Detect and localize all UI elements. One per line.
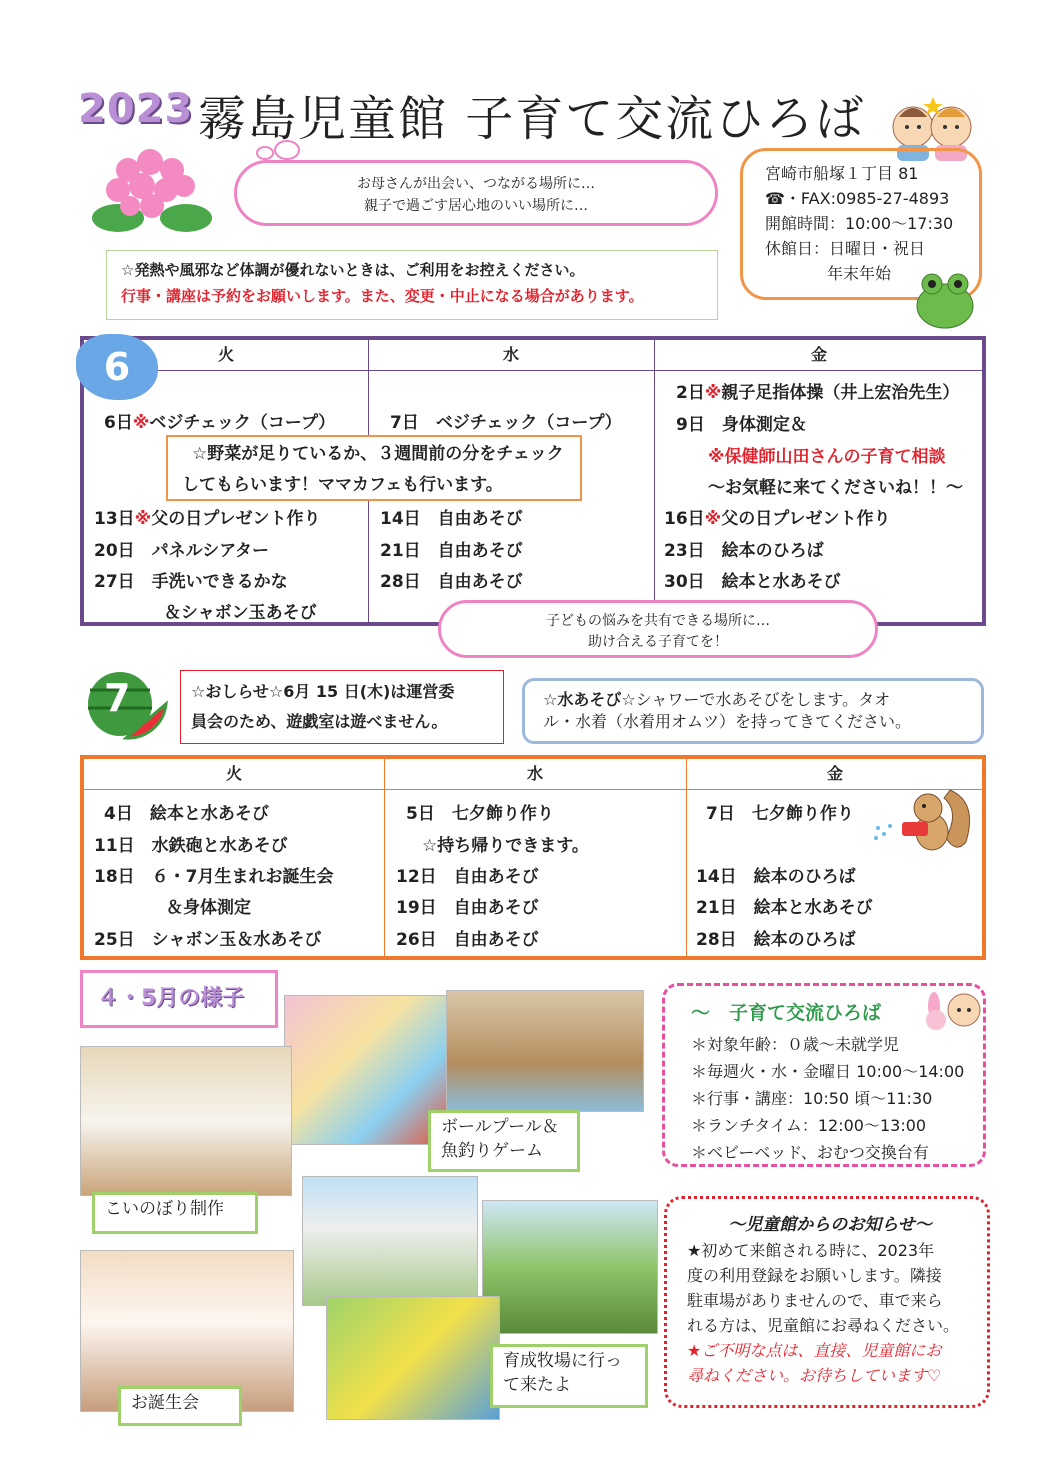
label-ball-line-1: ボールプール＆ [441, 1117, 559, 1137]
june-tue-6: 6日※ベジチェック（コープ） [104, 413, 336, 433]
hiroba-item: ＊対象年齢：０歳～未就学児 [691, 1035, 900, 1054]
june-month-number: 6 [103, 345, 131, 389]
july-tue-18: 18日 ６・7月生まれお誕生会 [94, 867, 334, 887]
july-fri-21: 21日 絵本と水あそび [696, 898, 873, 918]
july-calendar [80, 755, 986, 960]
label-koinobori: こいのぼり制作 [92, 1192, 258, 1234]
june-tue-20: 20日 パネルシアター [94, 541, 270, 561]
photo-ranch-2 [482, 1200, 658, 1334]
welcome-cloud [234, 160, 718, 226]
gallery-heading: ４・5月の様子 [80, 970, 278, 1028]
closed-days-2: 年末年始 [827, 264, 892, 283]
title-year: 2023 [78, 86, 194, 132]
july-wed-19: 19日 自由あそび [396, 898, 539, 918]
closure-line-1: ☆おしらせ☆6月 15 日(木)は運営委 [191, 682, 455, 701]
water-play-notice [522, 678, 984, 744]
june-header-tue: 火 [217, 345, 234, 364]
july-wed-5: 5日 七夕飾り作り [406, 804, 554, 824]
water-line-2: ル・水着（水着用オムツ）を持ってきてください。 [543, 712, 912, 731]
july-header-wed: 水 [526, 764, 543, 783]
june-header-wed: 水 [502, 345, 519, 364]
june-fri-30: 30日 絵本と水あそび [664, 572, 841, 592]
june-fri-23: 23日 絵本のひろば [664, 541, 824, 561]
july-wed-5b: ☆持ち帰りできます。 [422, 836, 589, 856]
hydrangea-illustration [88, 140, 218, 235]
label-birthday: お誕生会 [118, 1386, 242, 1426]
july-tue-11: 11日 水鉄砲と水あそび [94, 836, 288, 856]
photo-ranch-1 [302, 1176, 478, 1306]
photo-ball-pool [284, 995, 448, 1145]
hiroba-item: ＊ベビーベッド、おむつ交換台有 [691, 1143, 929, 1162]
closure-line-2: 員会のため、遊戯室は遊べません。 [191, 712, 448, 731]
callout-line-1: ☆野菜が足りているか、３週間前の分をチェック [192, 444, 564, 464]
june-wed-7: 7日 ベジチェック（コープ） [390, 413, 622, 433]
closed-days: 休館日：日曜日・祝日 [765, 239, 926, 258]
photo-playground [326, 1296, 500, 1420]
june-fri-16: 16日※父の日プレゼント作り [664, 509, 891, 529]
july-month-number: 7 [104, 676, 131, 720]
july-tue-4: 4日 絵本と水あそび [104, 804, 269, 824]
notice-line-2: 行事・講座は予約をお願いします。また、変更・中止になる場合があります。 [121, 287, 644, 305]
news-title: ～児童館からのお知らせ～ [728, 1215, 932, 1235]
news-box [664, 1196, 990, 1408]
address: 宮崎市船塚１丁目 81 [765, 164, 919, 183]
june-fri-9: 9日 身体測定＆ [676, 415, 807, 435]
label-ball-pool [428, 1110, 580, 1172]
june-header-fri: 金 [810, 345, 827, 364]
july-tue-18b: ＆身体測定 [166, 898, 251, 918]
sharing-cloud [438, 600, 878, 658]
closure-notice [180, 670, 504, 744]
notice-box [106, 250, 718, 320]
opening-hours: 開館時間：10:00～17:30 [765, 214, 954, 233]
june-month-badge [76, 334, 158, 400]
label-ranch-line-1: 育成牧場に行っ [503, 1351, 622, 1371]
baby-rabbit-illustration [920, 986, 984, 1034]
june-tue-27: 27日 手洗いできるかな [94, 572, 288, 592]
june-wed-21: 21日 自由あそび [380, 541, 523, 561]
july-fri-28: 28日 絵本のひろば [696, 930, 856, 950]
water-line-1: ☆水あそび☆シャワーで水あそびをします。タオ [543, 690, 891, 709]
frog-illustration [914, 268, 976, 330]
hiroba-title: ～ 子育て交流ひろば [691, 1002, 882, 1024]
july-fri-14: 14日 絵本のひろば [696, 867, 856, 887]
june-fri-9c: ～お気軽に来てくださいね！！～ [708, 478, 963, 498]
notice-line-1: ☆発熱や風邪など体調が優れないときは、ご利用をお控えください。 [121, 261, 585, 279]
news-line: 度の利用登録をお願いします。隣接 [687, 1266, 942, 1285]
news-red-line: 尋ねください。お待ちしています♡ [687, 1366, 942, 1385]
hiroba-item: ＊毎週火・水・金曜日 10:00～14:00 [691, 1062, 965, 1081]
welcome-line-1: お母さんが出会い、つながる場所に… [357, 176, 595, 192]
july-fri-7: 7日 七夕飾り作り [706, 804, 854, 824]
photo-koinobori [80, 1046, 292, 1196]
page-title: 霧島児童館 子育て交流ひろば [198, 91, 866, 147]
news-line: ★初めて来館される時に、2023年 [687, 1241, 935, 1260]
june-wed-14: 14日 自由あそび [380, 509, 523, 529]
june-tue-27b: ＆シャボン玉あそび [164, 603, 317, 623]
vege-check-callout [166, 435, 582, 501]
july-wed-12: 12日 自由あそび [396, 867, 539, 887]
news-line: 駐車場がありませんので、車で来ら [687, 1291, 943, 1310]
label-ranch [490, 1344, 648, 1408]
july-header-fri: 金 [826, 764, 843, 783]
july-header-tue: 火 [225, 764, 242, 783]
welcome-line-2: 親子で過ごす居心地のいい場所に… [364, 198, 588, 214]
july-tue-25: 25日 シャボン玉＆水あそび [94, 930, 322, 950]
hiroba-item: ＊行事・講座：10:50 頃～11:30 [691, 1089, 933, 1108]
photo-fishing-game [446, 990, 644, 1112]
june-fri-2: 2日※親子足指体操（井上宏治先生） [676, 383, 960, 403]
hiroba-item: ＊ランチタイム：12:00～13:00 [691, 1116, 927, 1135]
news-red-line: ★ご不明な点は、直接、児童館にお [687, 1341, 942, 1360]
news-line: れる方は、児童館にお尋ねください。 [687, 1316, 960, 1335]
july-wed-26: 26日 自由あそび [396, 930, 539, 950]
phone: ☎・FAX:0985-27-4893 [765, 189, 950, 208]
cloud-bubble [256, 146, 274, 160]
cloud-bubble [274, 140, 300, 160]
sharing-line-2: 助け合える子育てを！ [588, 634, 728, 650]
june-wed-28: 28日 自由あそび [380, 572, 523, 592]
squirrel-illustration [870, 782, 978, 858]
label-ranch-line-2: て来たよ [503, 1375, 571, 1395]
label-ball-line-2: 魚釣りゲーム [441, 1141, 543, 1161]
callout-line-2: してもらいます！ママカフェも行います。 [182, 475, 503, 495]
june-tue-13: 13日※父の日プレゼント作り [94, 509, 321, 529]
sharing-line-1: 子どもの悩みを共有できる場所に… [546, 613, 770, 629]
june-fri-9b: ※保健師山田さんの子育て相談 [708, 447, 946, 467]
